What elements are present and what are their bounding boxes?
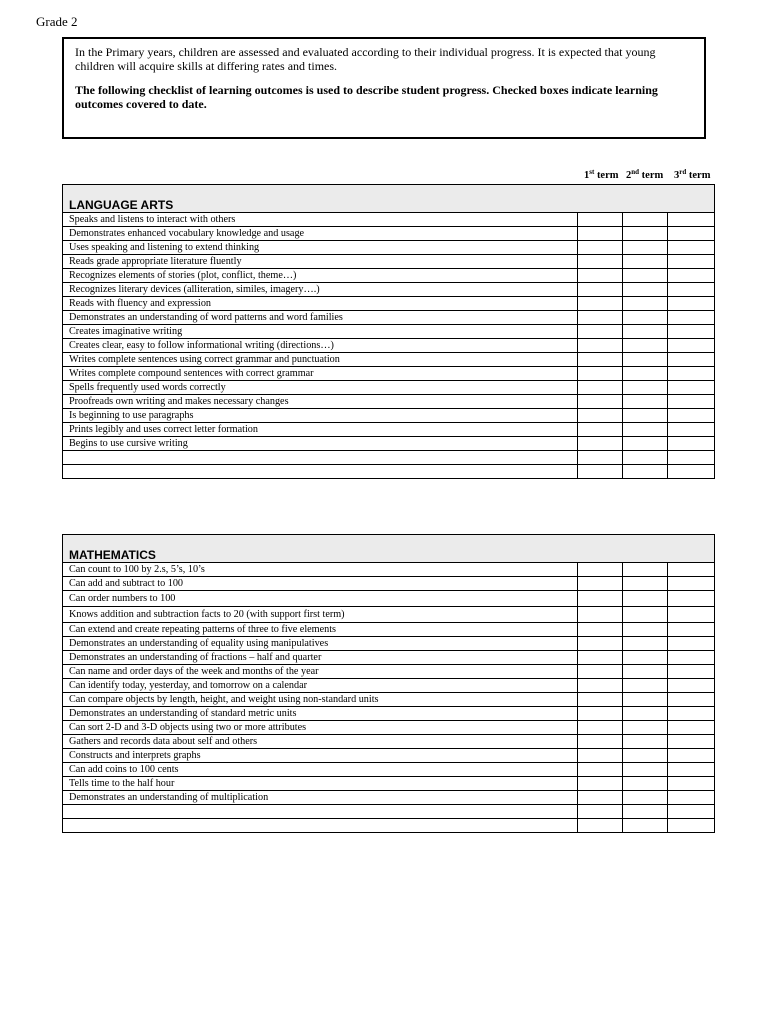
outcome-label: Demonstrates an understanding of standard metric units [63, 707, 578, 721]
term-1-checkbox[interactable] [578, 423, 623, 437]
term-3-checkbox[interactable] [668, 693, 715, 707]
term-2-checkbox[interactable] [623, 577, 668, 591]
checklist-row [63, 735, 715, 749]
outcome-label: Is beginning to use paragraphs [63, 409, 578, 423]
term-2-checkbox[interactable] [623, 637, 668, 651]
outcome-label: Demonstrates an understanding of fractions – half and quarter [63, 651, 578, 665]
outcome-label: Demonstrates enhanced vocabulary knowledge and usage [63, 227, 578, 241]
term-header-1: 1st term [584, 168, 619, 181]
outcome-label [63, 451, 578, 465]
term-1-checkbox[interactable] [578, 623, 623, 637]
term-1-checkbox[interactable] [578, 637, 623, 651]
term-2-checkbox[interactable] [623, 805, 668, 819]
mathematics-table [62, 534, 715, 833]
term-2-checkbox[interactable] [623, 623, 668, 637]
checklist-row [63, 721, 715, 735]
term-1-checkbox[interactable] [578, 451, 623, 465]
intro-bold-paragraph: The following checklist of learning outcomes is used to describe student progress. Checked boxes indicate learning outcomes covered to date. [75, 83, 658, 111]
term-1-checkbox[interactable] [578, 679, 623, 693]
checklist-row [63, 297, 715, 311]
term-2-checkbox[interactable] [623, 693, 668, 707]
term-3-checkbox[interactable] [668, 679, 715, 693]
term-2-checkbox[interactable] [623, 339, 668, 353]
checklist-row [63, 255, 715, 269]
term-2-checkbox[interactable] [623, 607, 668, 623]
outcome-label: Knows addition and subtraction facts to 20 (with support first term) [63, 607, 578, 623]
term-2-checkbox[interactable] [623, 283, 668, 297]
term-2-checkbox[interactable] [623, 763, 668, 777]
checklist-row [63, 679, 715, 693]
outcome-label: Creates imaginative writing [63, 325, 578, 339]
term-3-checkbox[interactable] [668, 591, 715, 607]
term-3-checkbox[interactable] [668, 367, 715, 381]
term-3-checkbox[interactable] [668, 409, 715, 423]
checklist-row [63, 395, 715, 409]
term-3-checkbox[interactable] [668, 735, 715, 749]
term-2-checkbox[interactable] [623, 679, 668, 693]
outcome-label: Can count to 100 by 2.s, 5’s, 10’s [63, 563, 578, 577]
term-2-checkbox[interactable] [623, 395, 668, 409]
section-title: MATHEMATICS [63, 535, 715, 563]
term-3-checkbox[interactable] [668, 465, 715, 479]
checklist-row [63, 227, 715, 241]
intro-paragraph: In the Primary years, children are assessed and evaluated according to their individual progress. It is expected that young children will acquire skills at differing rates and times. [75, 45, 656, 73]
checklist-row [63, 367, 715, 381]
term-2-checkbox[interactable] [623, 819, 668, 833]
checklist-row [63, 339, 715, 353]
section-title: LANGUAGE ARTS [63, 185, 715, 213]
term-2-checkbox[interactable] [623, 353, 668, 367]
term-3-checkbox[interactable] [668, 623, 715, 637]
term-2-checkbox[interactable] [623, 381, 668, 395]
term-3-checkbox[interactable] [668, 563, 715, 577]
term-1-checkbox[interactable] [578, 721, 623, 735]
checklist-row [63, 607, 715, 623]
term-3-checkbox[interactable] [668, 227, 715, 241]
term-1-checkbox[interactable] [578, 409, 623, 423]
term-3-checkbox[interactable] [668, 749, 715, 763]
term-3-checkbox[interactable] [668, 607, 715, 623]
term-1-checkbox[interactable] [578, 577, 623, 591]
outcome-label: Recognizes elements of stories (plot, conflict, theme…) [63, 269, 578, 283]
outcome-label: Can add and subtract to 100 [63, 577, 578, 591]
term-2-checkbox[interactable] [623, 311, 668, 325]
outcome-label: Writes complete sentences using correct grammar and punctuation [63, 353, 578, 367]
term-1-checkbox[interactable] [578, 241, 623, 255]
checklist-row [63, 791, 715, 805]
term-2-checkbox[interactable] [623, 735, 668, 749]
term-3-checkbox[interactable] [668, 637, 715, 651]
term-2-checkbox[interactable] [623, 297, 668, 311]
term-3-checkbox[interactable] [668, 437, 715, 451]
checklist-row [63, 707, 715, 721]
term-1-checkbox[interactable] [578, 607, 623, 623]
term-1-checkbox[interactable] [578, 213, 623, 227]
term-1-checkbox[interactable] [578, 693, 623, 707]
checklist-row [63, 763, 715, 777]
term-2-checkbox[interactable] [623, 665, 668, 679]
term-2-checkbox[interactable] [623, 409, 668, 423]
outcome-label: Prints legibly and uses correct letter formation [63, 423, 578, 437]
term-3-checkbox[interactable] [668, 651, 715, 665]
term-3-checkbox[interactable] [668, 707, 715, 721]
term-2-checkbox[interactable] [623, 777, 668, 791]
term-1-checkbox[interactable] [578, 819, 623, 833]
checklist-row [63, 637, 715, 651]
term-2-checkbox[interactable] [623, 563, 668, 577]
checklist-row [63, 241, 715, 255]
section-header-row [63, 535, 715, 563]
term-1-checkbox[interactable] [578, 339, 623, 353]
outcome-label: Demonstrates an understanding of equality using manipulatives [63, 637, 578, 651]
checklist-row [63, 311, 715, 325]
intro-box [62, 37, 706, 139]
checklist-row [63, 623, 715, 637]
checklist-row [63, 423, 715, 437]
term-2-checkbox[interactable] [623, 269, 668, 283]
term-3-checkbox[interactable] [668, 297, 715, 311]
term-header-2: 2nd term [626, 168, 664, 181]
outcome-label: Can name and order days of the week and months of the year [63, 665, 578, 679]
term-2-checkbox[interactable] [623, 707, 668, 721]
term-2-checkbox[interactable] [623, 367, 668, 381]
term-2-checkbox[interactable] [623, 227, 668, 241]
term-3-checkbox[interactable] [668, 311, 715, 325]
term-3-checkbox[interactable] [668, 721, 715, 735]
outcome-label [63, 465, 578, 479]
outcome-label: Reads with fluency and expression [63, 297, 578, 311]
term-1-checkbox[interactable] [578, 465, 623, 479]
checklist-row [63, 213, 715, 227]
outcome-label: Writes complete compound sentences with correct grammar [63, 367, 578, 381]
checklist-row [63, 325, 715, 339]
term-3-checkbox[interactable] [668, 283, 715, 297]
term-3-checkbox[interactable] [668, 339, 715, 353]
outcome-label: Can compare objects by length, height, and weight using non-standard units [63, 693, 578, 707]
term-1-checkbox[interactable] [578, 283, 623, 297]
term-3-checkbox[interactable] [668, 255, 715, 269]
checklist-row [63, 451, 715, 465]
checklist-row [63, 577, 715, 591]
checklist-row [63, 465, 715, 479]
term-1-checkbox[interactable] [578, 353, 623, 367]
term-2-checkbox[interactable] [623, 213, 668, 227]
term-3-checkbox[interactable] [668, 213, 715, 227]
outcome-label: Constructs and interprets graphs [63, 749, 578, 763]
checklist-row [63, 353, 715, 367]
checklist-row [63, 819, 715, 833]
term-1-checkbox[interactable] [578, 763, 623, 777]
checklist-row [63, 437, 715, 451]
term-1-checkbox[interactable] [578, 325, 623, 339]
term-3-checkbox[interactable] [668, 451, 715, 465]
term-3-checkbox[interactable] [668, 577, 715, 591]
checklist-row [63, 805, 715, 819]
checklist-row [63, 777, 715, 791]
outcome-label: Uses speaking and listening to extend thinking [63, 241, 578, 255]
term-1-checkbox[interactable] [578, 297, 623, 311]
term-3-checkbox[interactable] [668, 269, 715, 283]
outcome-label [63, 819, 578, 833]
term-2-checkbox[interactable] [623, 241, 668, 255]
checklist-row [63, 693, 715, 707]
grade-label: Grade 2 [36, 14, 78, 29]
outcome-label [63, 805, 578, 819]
outcome-label: Tells time to the half hour [63, 777, 578, 791]
term-1-checkbox[interactable] [578, 665, 623, 679]
term-2-checkbox[interactable] [623, 437, 668, 451]
term-3-checkbox[interactable] [668, 395, 715, 409]
outcome-label: Reads grade appropriate literature fluently [63, 255, 578, 269]
outcome-label: Can extend and create repeating patterns of three to five elements [63, 623, 578, 637]
term-3-checkbox[interactable] [668, 805, 715, 819]
section-header-row [63, 185, 715, 213]
outcome-label: Can order numbers to 100 [63, 591, 578, 607]
term-3-checkbox[interactable] [668, 777, 715, 791]
term-header-3: 3rd term [674, 168, 711, 181]
term-2-checkbox[interactable] [623, 451, 668, 465]
term-1-checkbox[interactable] [578, 591, 623, 607]
outcome-label: Gathers and records data about self and others [63, 735, 578, 749]
term-1-checkbox[interactable] [578, 367, 623, 381]
outcome-label: Speaks and listens to interact with others [63, 213, 578, 227]
outcome-label: Demonstrates an understanding of multiplication [63, 791, 578, 805]
term-3-checkbox[interactable] [668, 791, 715, 805]
outcome-label: Begins to use cursive writing [63, 437, 578, 451]
outcome-label: Spells frequently used words correctly [63, 381, 578, 395]
outcome-label: Creates clear, easy to follow informational writing (directions…) [63, 339, 578, 353]
term-3-checkbox[interactable] [668, 665, 715, 679]
term-2-checkbox[interactable] [623, 465, 668, 479]
term-2-checkbox[interactable] [623, 791, 668, 805]
term-2-checkbox[interactable] [623, 325, 668, 339]
term-1-checkbox[interactable] [578, 437, 623, 451]
checklist-row [63, 749, 715, 763]
checklist-row [63, 563, 715, 577]
term-1-checkbox[interactable] [578, 735, 623, 749]
term-2-checkbox[interactable] [623, 749, 668, 763]
term-1-checkbox[interactable] [578, 563, 623, 577]
checklist-row [63, 269, 715, 283]
outcome-label: Recognizes literary devices (alliteration, similes, imagery….) [63, 283, 578, 297]
checklist-row [63, 283, 715, 297]
checklist-row [63, 591, 715, 607]
term-1-checkbox[interactable] [578, 749, 623, 763]
outcome-label: Can sort 2-D and 3-D objects using two or more attributes [63, 721, 578, 735]
term-1-checkbox[interactable] [578, 227, 623, 241]
checklist-row [63, 665, 715, 679]
term-1-checkbox[interactable] [578, 269, 623, 283]
term-2-checkbox[interactable] [623, 651, 668, 665]
term-1-checkbox[interactable] [578, 707, 623, 721]
term-3-checkbox[interactable] [668, 353, 715, 367]
term-1-checkbox[interactable] [578, 311, 623, 325]
term-1-checkbox[interactable] [578, 791, 623, 805]
language-arts-table [62, 184, 715, 479]
term-3-checkbox[interactable] [668, 763, 715, 777]
term-1-checkbox[interactable] [578, 395, 623, 409]
term-2-checkbox[interactable] [623, 721, 668, 735]
term-3-checkbox[interactable] [668, 241, 715, 255]
term-1-checkbox[interactable] [578, 381, 623, 395]
term-1-checkbox[interactable] [578, 651, 623, 665]
outcome-label: Can add coins to 100 cents [63, 763, 578, 777]
term-3-checkbox[interactable] [668, 325, 715, 339]
outcome-label: Proofreads own writing and makes necessary changes [63, 395, 578, 409]
checklist-row [63, 651, 715, 665]
term-3-checkbox[interactable] [668, 381, 715, 395]
checklist-row [63, 381, 715, 395]
term-3-checkbox[interactable] [668, 819, 715, 833]
checklist-row [63, 409, 715, 423]
term-1-checkbox[interactable] [578, 255, 623, 269]
term-1-checkbox[interactable] [578, 805, 623, 819]
outcome-label: Can identify today, yesterday, and tomorrow on a calendar [63, 679, 578, 693]
term-2-checkbox[interactable] [623, 423, 668, 437]
term-2-checkbox[interactable] [623, 255, 668, 269]
outcome-label: Demonstrates an understanding of word patterns and word families [63, 311, 578, 325]
term-2-checkbox[interactable] [623, 591, 668, 607]
term-1-checkbox[interactable] [578, 777, 623, 791]
term-3-checkbox[interactable] [668, 423, 715, 437]
